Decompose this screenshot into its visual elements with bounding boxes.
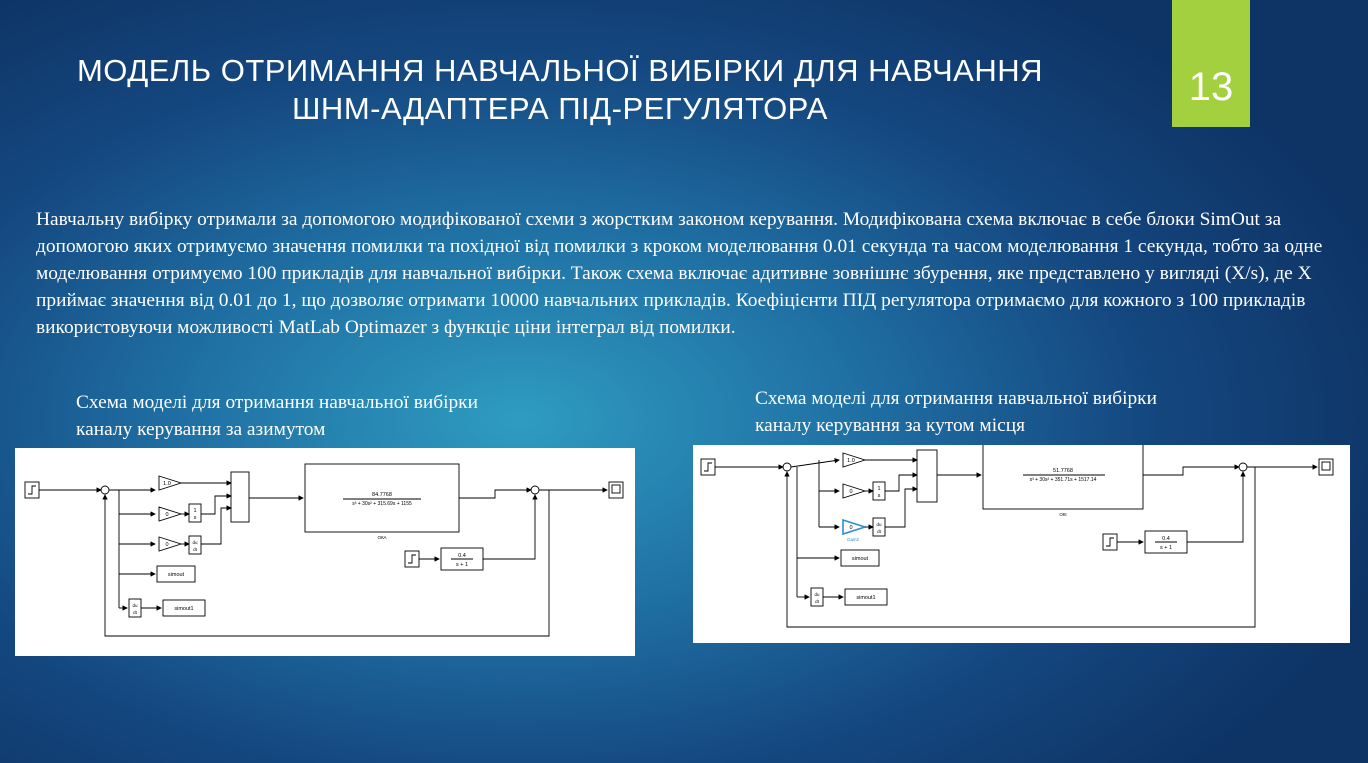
disturbance-den: s + 1 [455, 562, 469, 568]
gain-d-name: Gain2 [846, 537, 860, 542]
caption-left-line1: Схема моделі для отримання навчальної вибірки [76, 392, 478, 413]
sum-block [783, 463, 791, 471]
slide-number: 13 [1188, 65, 1234, 109]
caption-right-line1: Схема моделі для отримання навчальної вибірки [755, 388, 1157, 409]
mux-block [917, 450, 937, 502]
disturbance-num: 0.4 [458, 553, 466, 559]
gain-i-block [843, 484, 865, 498]
gain-d-label: 0 [165, 542, 169, 548]
gain-i-label: 0 [165, 512, 169, 518]
simout-label: simout [167, 572, 185, 578]
plant-den: s³ + 30s² + 351.71s + 1517.14 [1029, 477, 1097, 483]
derivative-num: du [876, 522, 882, 527]
plant-block [305, 464, 459, 532]
gain-i-label: 0 [849, 489, 853, 495]
integrator-num: 1 [193, 508, 197, 514]
caption-right-line2: каналу керування за кутом місця [755, 415, 1025, 436]
plant-label: ОКІ [1059, 512, 1067, 517]
sum-block [101, 486, 109, 494]
plant-den: s³ + 30s² + 315.69s + 1155 [352, 501, 412, 507]
diagram-right [693, 445, 1350, 643]
simout1-label: simout1 [856, 595, 876, 601]
plant-num: 84.7768 [372, 492, 392, 498]
derivative-num: du [192, 540, 198, 545]
gain-p-label: 1.0 [847, 458, 855, 464]
mux-block [231, 472, 249, 522]
diagram-left-panel [15, 448, 635, 656]
integrator-num: 1 [877, 486, 881, 492]
derivative2-den: dt [133, 610, 137, 615]
derivative2-den: dt [815, 599, 819, 604]
caption-left [76, 389, 478, 443]
gain-d-block [159, 537, 181, 551]
plant-label: ОКА [377, 535, 387, 540]
disturbance-num: 0.4 [1162, 536, 1170, 542]
caption-right [755, 385, 1157, 439]
sum2-block [531, 486, 539, 494]
integrator-den: s [193, 515, 197, 521]
body-paragraph: Навчальну вибірку отримали за допомогою модифікованої схеми з жорстким законом керування. Модифікована схема включає в себе блоки SimOut за допомогою яких отримуємо значення помилки та похідної від помилки з кроком моделювання 0.01 секунда та часом моделювання 1 секунда, тобто за одне моделювання отримуємо 100 прикладів для навчальної вибірки. Також схема включає адитивне зовнішнє збурення, яке представлено у вигляді (X/s), де X приймає значення від 0.01 до 1, що дозволяє отримати 10000 навчальних прикладів. Коефіцієнти ПІД регулятора отримаємо для кожного з 100 прикладів використовуючи можливості MatLab Optimazer з функціє ціни інтеграл від помилки. [36, 209, 1323, 338]
diagram-left [15, 448, 635, 656]
gain-d-block [843, 520, 865, 534]
derivative-den: dt [877, 529, 881, 534]
integrator-den: s [877, 493, 881, 499]
scope-block [1319, 459, 1333, 475]
derivative-den: dt [193, 547, 197, 552]
slide-number-badge [1172, 0, 1250, 127]
derivative2-num: du [132, 603, 138, 608]
plant-num: 51.7768 [1053, 468, 1073, 474]
diagram-right-panel [693, 445, 1350, 643]
sum2-block [1239, 463, 1247, 471]
gain-d-label: 0 [849, 525, 853, 531]
disturbance-den: s + 1 [1159, 545, 1173, 551]
slide-title [20, 52, 1100, 128]
slide-title-line1: МОДЕЛЬ ОТРИМАННЯ НАВЧАЛЬНОЇ ВИБІРКИ ДЛЯ НАВЧАННЯ [76, 53, 1044, 88]
caption-left-line2: каналу керування за азимутом [76, 419, 326, 440]
gain-i-block [159, 507, 181, 521]
slide-title-line2: ШНМ-АДАПТЕРА ПІД-РЕГУЛЯТОРА [292, 91, 828, 126]
simout1-label: simout1 [174, 606, 194, 612]
simout-label: simout [851, 556, 869, 562]
derivative2-num: du [814, 592, 820, 597]
gain-p-label: 1.0 [163, 481, 171, 487]
scope-block [609, 482, 623, 498]
